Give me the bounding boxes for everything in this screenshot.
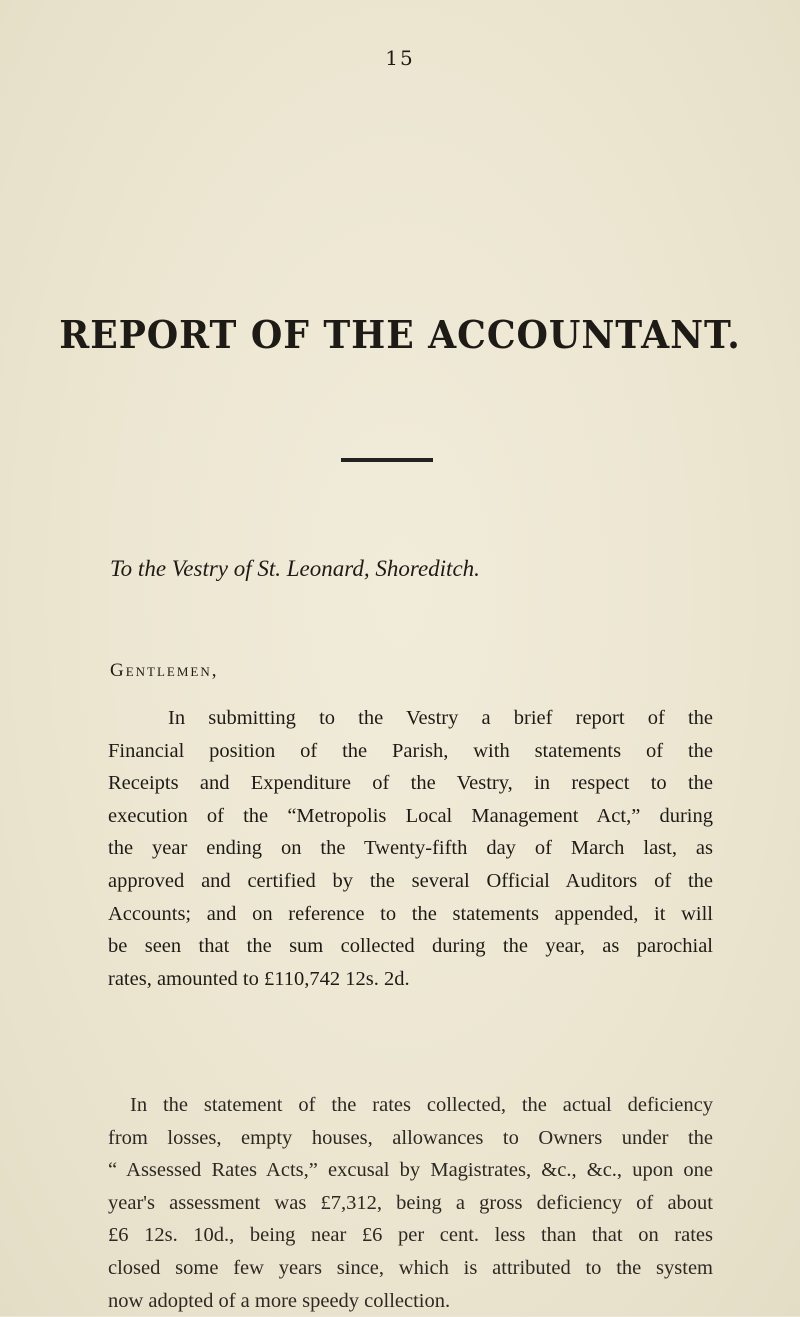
paragraph-line: execution of the “Metropolis Local Management Act,” during: [108, 804, 713, 827]
paragraph-line: In the statement of the rates collected, the actual deficiency: [130, 1094, 713, 1116]
paragraph-line: from losses, empty houses, allowances to Owners under the: [108, 1126, 713, 1149]
page-number: 15: [385, 46, 415, 70]
paragraph-line: rates, amounted to £110,742 12s. 2d.: [108, 967, 410, 990]
paragraph-line: Accounts; and on reference to the statements appended, it will: [108, 902, 713, 925]
paragraph-line: “ Assessed Rates Acts,” excusal by Magistrates, &c., &c., upon one: [108, 1159, 713, 1182]
paragraph-line: closed some few years since, which is attributed to the system: [108, 1256, 713, 1279]
report-title: REPORT OF THE ACCOUNTANT.: [59, 312, 741, 357]
paragraph-line: approved and certified by the several Official Auditors of the: [108, 869, 713, 892]
paragraph-line: the year ending on the Twenty-fifth day of March last, as: [108, 837, 713, 860]
paragraph-line: Financial position of the Parish, with statements of the: [108, 739, 713, 762]
paragraph-line: be seen that the sum collected during the year, as parochial: [108, 935, 713, 958]
paragraph-financial-position: [108, 702, 713, 995]
paragraph-line: In submitting to the Vestry a brief report of the: [168, 707, 713, 729]
paragraph-rates-deficiency: [108, 1089, 713, 1317]
paragraph-line: Receipts and Expenditure of the Vestry, in respect to the: [108, 772, 713, 795]
paragraph-line: year's assessment was £7,312, being a gross deficiency of about: [108, 1191, 713, 1214]
title-divider: [341, 458, 433, 462]
paragraph-line: now adopted of a more speedy collection.: [108, 1289, 451, 1312]
address-line: To the Vestry of St. Leonard, Shoreditch.: [110, 556, 480, 581]
paragraph-line: £6 12s. 10d., being near £6 per cent. less than that on rates: [108, 1224, 713, 1247]
salutation: Gentlemen,: [110, 660, 219, 681]
